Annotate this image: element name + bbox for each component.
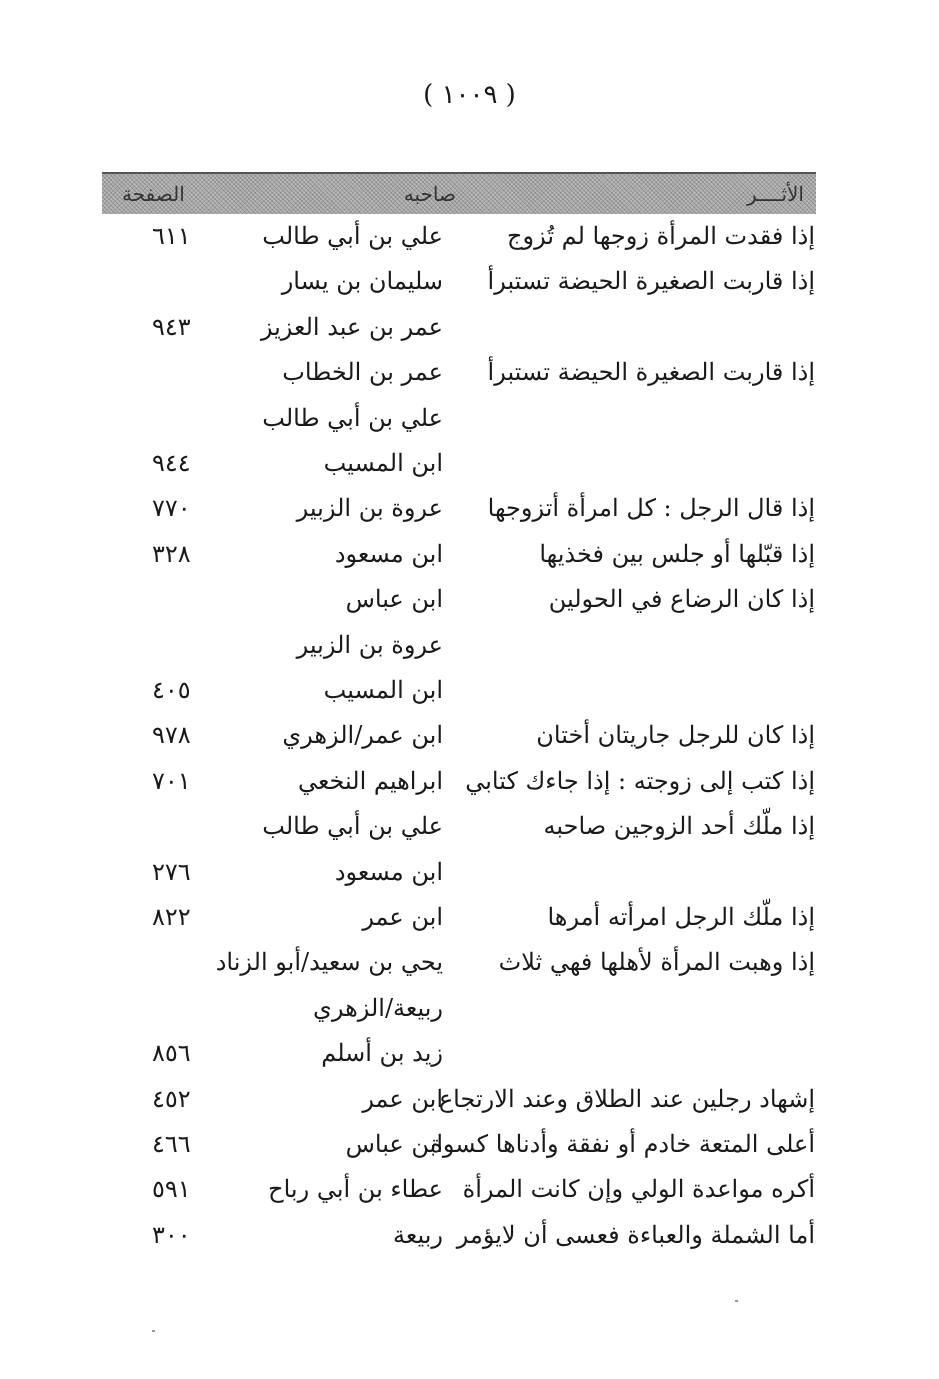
row-page: ٤٥٢ (152, 1084, 191, 1113)
table-row (0, 631, 939, 671)
table-row (0, 540, 939, 580)
row-narrator: ربيعة (393, 1220, 443, 1249)
row-text: إذا قبّلها أو جلس بين فخذيها (539, 539, 815, 568)
row-narrator: علي بن أبي طالب (262, 812, 443, 841)
table-row (0, 313, 939, 353)
row-page: ٢٧٦ (152, 857, 191, 886)
row-page: ٩٤٣ (152, 312, 191, 341)
row-text: أعلى المتعة خادم أو نفقة وأدناها كسوة (430, 1130, 815, 1158)
table-row (0, 494, 939, 534)
row-text: إذا كان الرضاع في الحولين (548, 585, 815, 614)
table-row (0, 994, 939, 1034)
table-row (0, 1085, 939, 1125)
row-page: ٨٢٢ (152, 903, 191, 931)
row-page: ٦١١ (152, 222, 191, 250)
row-narrator: ابراهيم النخعي (297, 766, 443, 795)
row-text: أكره مواعدة الولي وإن كانت المرأة (462, 1175, 815, 1204)
table-row (0, 1130, 939, 1170)
row-text: إذا كان للرجل جاريتان أختان (536, 721, 815, 750)
table-row (0, 1175, 939, 1215)
row-text: إذا كتب إلى زوجته : إذا جاءك كتابي (465, 766, 815, 795)
table-row (0, 449, 939, 489)
row-page: ٩٧٨ (152, 721, 191, 750)
row-narrator: ربيعة/الزهري (313, 993, 443, 1022)
row-text: إشهاد رجلين عند الطلاق وعند الارتجاع (438, 1084, 815, 1113)
header-text-column: الأثــــر (746, 182, 804, 206)
row-narrator: ابن عمر (362, 1084, 443, 1113)
table-row (0, 1039, 939, 1079)
row-narrator: عروة بن الزبير (296, 630, 443, 659)
page-number: ( ١٠٠٩ ) (423, 80, 516, 110)
row-text: إذا وهبت المرأة لأهلها فهي ثلاث (498, 948, 815, 977)
scan-speck (735, 1300, 738, 1302)
table-row (0, 267, 939, 307)
row-page: ٤٦٦ (152, 1130, 191, 1158)
row-narrator: ابن عباس (345, 1130, 443, 1158)
scan-speck (152, 1330, 155, 1332)
row-narrator: عروة بن الزبير (296, 494, 443, 523)
row-narrator: علي بن أبي طالب (262, 222, 443, 250)
row-narrator: ابن عباس (345, 585, 443, 614)
table-row (0, 222, 939, 262)
row-text: إذا قاربت الصغيرة الحيضة تستبرأ (487, 358, 815, 387)
row-text: إذا قاربت الصغيرة الحيضة تستبرأ (487, 267, 815, 296)
row-text: إذا قال الرجل : كل امرأة أتزوجها (487, 494, 815, 523)
table-row (0, 1221, 939, 1261)
table-row (0, 721, 939, 761)
table-row (0, 676, 939, 716)
row-page: ٧٧٠ (152, 494, 191, 523)
table-row (0, 767, 939, 807)
header-page-column: الصفحة (122, 182, 185, 206)
row-page: ٣٠٠ (152, 1220, 191, 1249)
row-narrator: عمر بن الخطاب (282, 358, 443, 387)
row-page: ٨٥٦ (152, 1039, 191, 1068)
row-narrator: ابن عمر/الزهري (282, 721, 443, 750)
row-narrator: يحي بن سعيد/أبو الزناد (215, 948, 443, 977)
row-page: ٧٠١ (152, 766, 191, 795)
row-text: إذا ملّك أحد الزوجين صاحبه (543, 812, 815, 841)
table-row (0, 358, 939, 398)
row-narrator: عطاء بن أبي رباح (268, 1175, 443, 1204)
table-row (0, 404, 939, 444)
row-text: أما الشملة والعباءة فعسى أن لايؤمر (456, 1220, 815, 1249)
table-header (102, 172, 816, 214)
header-narrator-column: صاحبه (403, 182, 456, 206)
row-narrator: ابن المسيب (323, 676, 443, 704)
row-narrator: ابن مسعود (334, 539, 443, 568)
table-row (0, 585, 939, 625)
row-narrator: سليمان بن يسار (281, 267, 443, 296)
row-narrator: ابن مسعود (334, 857, 443, 886)
row-narrator: ابن المسيب (323, 449, 443, 477)
row-narrator: ابن عمر (362, 903, 443, 931)
row-page: ٥٩١ (152, 1175, 191, 1204)
table-row (0, 858, 939, 898)
table-row (0, 812, 939, 852)
row-page: ٤٠٥ (152, 676, 191, 704)
table-row (0, 903, 939, 943)
row-narrator: علي بن أبي طالب (262, 403, 443, 432)
row-narrator: عمر بن عبد العزيز (260, 312, 443, 341)
row-text: إذا فقدت المرأة زوجها لم تُزوج (507, 222, 815, 250)
row-text: إذا ملّك الرجل امرأته أمرها (547, 903, 815, 931)
table-row (0, 948, 939, 988)
row-page: ٣٢٨ (152, 539, 191, 568)
row-page: ٩٤٤ (152, 449, 191, 477)
row-narrator: زيد بن أسلم (321, 1039, 443, 1068)
